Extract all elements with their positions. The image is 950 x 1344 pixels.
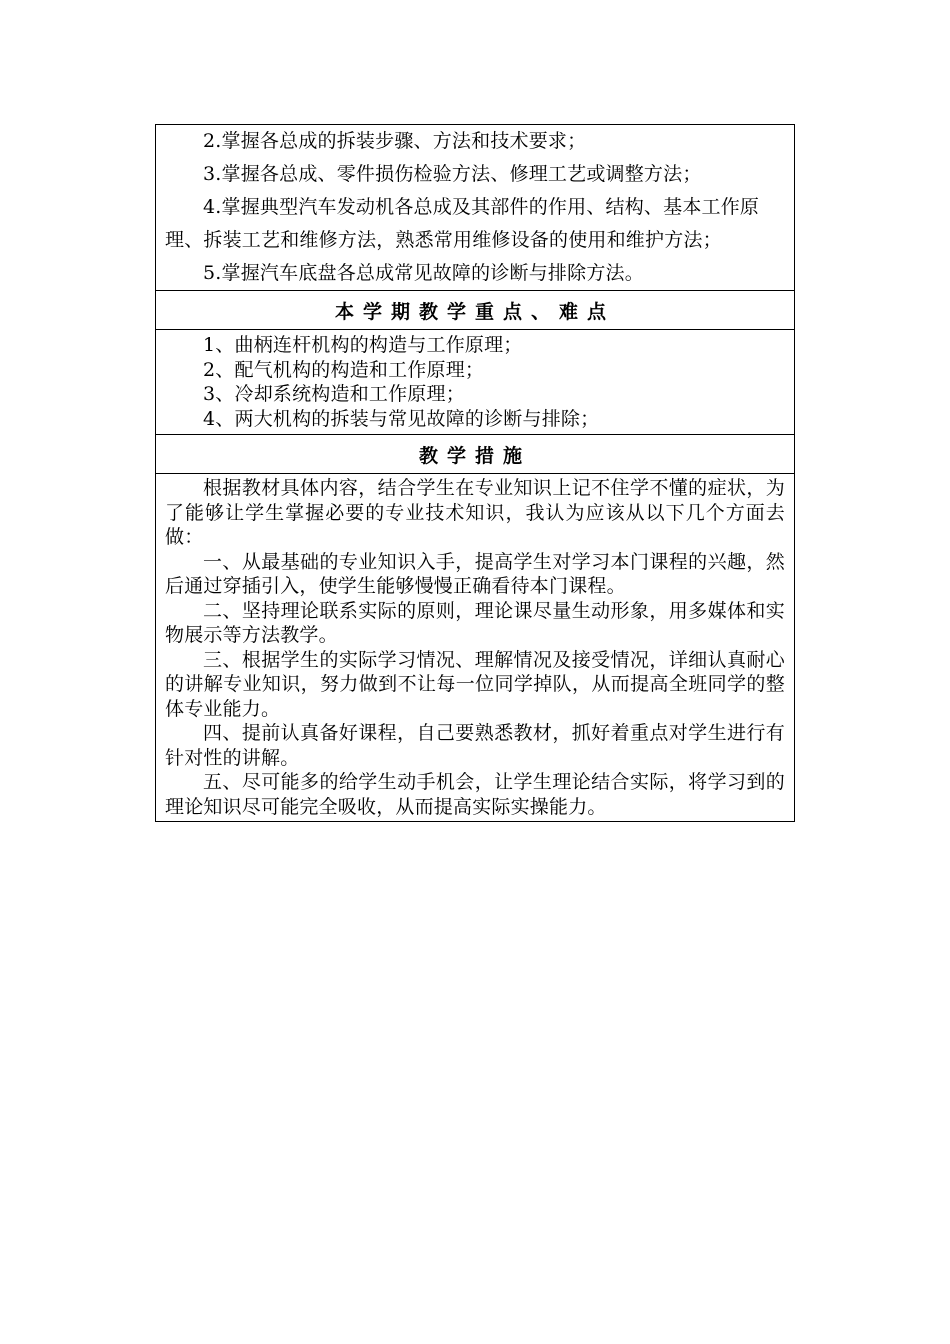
teaching-plan-table [155,124,795,822]
key-point-item: 1、曲柄连杆机构的构造与工作原理； [203,334,523,356]
measure-paragraph: 五、尽可能多的给学生动手机会，让学生理论结合实际，将学习到的理论知识尽可能完全吸收，从而提高实际实操能力。 [165,771,785,818]
key-points-cell [156,330,795,435]
objectives-cell [156,125,795,291]
measure-paragraph: 一、从最基础的专业知识入手，提高学生对学习本门课程的兴趣，然后通过穿插引入，使学生能够慢慢正确看待本门课程。 [165,550,785,597]
measures-row [156,474,795,822]
objective-item: 5.掌握汽车底盘各总成常见故障的诊断与排除方法。 [203,262,644,284]
measures-header-row [156,435,795,474]
key-point-item: 2、配气机构的构造和工作原理； [203,358,485,381]
key-point-item: 3、冷却系统构造和工作原理； [203,383,465,405]
objective-item: 3.掌握各总成、零件损伤检验方法、修理工艺或调整方法； [203,163,702,185]
objective-item: 2.掌握各总成的拆装步骤、方法和技术要求； [203,130,587,152]
key-points-header: 本学期教学重点、难点 [156,291,795,330]
key-point-item: 4、两大机构的拆装与常见故障的诊断与排除； [203,407,600,430]
key-points-header-row [156,291,795,330]
measure-paragraph: 二、坚持理论联系实际的原则，理论课尽量生动形象，用多媒体和实物展示等方法教学。 [165,599,785,646]
measure-paragraph: 四、提前认真备好课程，自己要熟悉教材，抓好着重点对学生进行有针对性的讲解。 [165,722,785,769]
key-points-row [156,330,795,435]
measure-paragraph: 三、根据学生的实际学习情况、理解情况及接受情况，详细认真耐心的讲解专业知识，努力做到不让每一位同学掉队，从而提高全班同学的整体专业能力。 [165,648,785,720]
objectives-row [156,125,795,291]
measure-paragraph: 根据教材具体内容，结合学生在专业知识上记不住学不懂的症状，为了能够让学生掌握必要的专业技术知识，我认为应该从以下几个方面去做： [165,477,785,548]
objective-item: 4.掌握典型汽车发动机各总成及其部件的作用、结构、基本工作原理、拆装工艺和维修方法，熟悉常用维修设备的使用和维护方法； [165,196,760,251]
measures-cell [156,474,795,822]
measures-header: 教学措施 [156,435,795,474]
